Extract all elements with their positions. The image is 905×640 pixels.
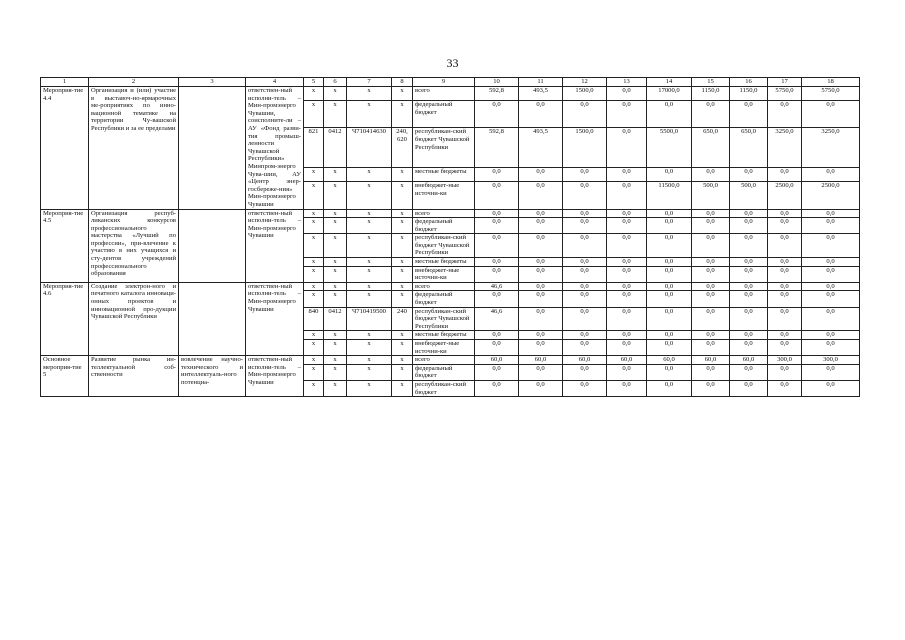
year-2023-cell: 0,0 [647,364,692,380]
funding-source-cell: федеральный бюджет [413,291,475,307]
section-code-cell: х [324,266,347,282]
expense-group-cell: 240, 620 [392,128,413,168]
year-2021-cell: 0,0 [563,218,607,234]
target-article-cell: х [347,218,392,234]
target-article-cell: х [347,340,392,356]
section-code-cell: х [324,258,347,267]
years-2026-2030-cell: 0,0 [768,282,802,291]
funding-source-cell: федеральный бюджет [413,218,475,234]
years-2026-2030-cell: 0,0 [768,168,802,182]
year-2019-cell: 0,0 [475,340,519,356]
year-2020-cell: 0,0 [519,182,563,209]
grbs-code-cell: х [304,340,324,356]
year-2022-cell: 0,0 [607,218,647,234]
measure-responsible: ответствен-ный исполни-тель – Мин-промэнерго Чувашии [246,356,304,397]
expense-group-cell: х [392,282,413,291]
funding-source-cell: федеральный бюджет [413,364,475,380]
years-2031-2035-cell: 0,0 [802,209,860,218]
year-2025-cell: 0,0 [730,258,768,267]
year-2019-cell: 46,6 [475,282,519,291]
year-2025-cell: 1150,0 [730,87,768,101]
expense-group-cell: х [392,380,413,396]
year-2023-cell: 60,0 [647,356,692,365]
table-row [41,209,860,218]
grbs-code-cell: х [304,101,324,128]
section-code-cell: х [324,182,347,209]
years-2031-2035-cell: 0,0 [802,282,860,291]
target-article-cell: х [347,209,392,218]
measure-responsible: ответствен-ный исполни-тель – Мин-промэнерго Чувашии, соисполните-ли – АУ «Фонд разви-тия промыш-ленности Чувашской Республики» Минпром-энерго Чува-шии, АУ «Центр энер-госбереже-ния» Мин-промэнерго Чувашии [246,87,304,210]
funding-source-cell: внебюджет-ные источни-ки [413,182,475,209]
expense-group-cell: х [392,340,413,356]
years-2031-2035-cell: 0,0 [802,218,860,234]
section-code-cell: х [324,380,347,396]
years-2026-2030-cell: 0,0 [768,234,802,258]
col-header: 17 [768,78,802,87]
year-2024-cell: 0,0 [692,258,730,267]
grbs-code-cell: 821 [304,128,324,168]
year-2021-cell: 1500,0 [563,128,607,168]
expense-group-cell: х [392,182,413,209]
col-header: 10 [475,78,519,87]
target-article-cell: х [347,258,392,267]
funding-source-cell: местные бюджеты [413,168,475,182]
funding-source-cell: всего [413,209,475,218]
grbs-code-cell: 840 [304,307,324,331]
expense-group-cell: х [392,168,413,182]
funding-source-cell: республикан-ский бюджет Чувашской Республики [413,307,475,331]
col-header: 15 [692,78,730,87]
target-article-cell: х [347,87,392,101]
year-2024-cell: 0,0 [692,364,730,380]
year-2023-cell: 17000,0 [647,87,692,101]
year-2021-cell: 0,0 [563,340,607,356]
section-code-cell: х [324,331,347,340]
grbs-code-cell: х [304,266,324,282]
year-2022-cell: 0,0 [607,266,647,282]
target-article-cell: х [347,266,392,282]
year-2020-cell: 0,0 [519,218,563,234]
year-2020-cell: 0,0 [519,282,563,291]
section-code-cell: х [324,291,347,307]
year-2025-cell: 0,0 [730,234,768,258]
year-2022-cell: 0,0 [607,331,647,340]
years-2026-2030-cell: 2500,0 [768,182,802,209]
year-2020-cell: 60,0 [519,356,563,365]
year-2019-cell: 0,0 [475,291,519,307]
year-2024-cell: 500,0 [692,182,730,209]
grbs-code-cell: х [304,380,324,396]
section-code-cell: х [324,101,347,128]
years-2026-2030-cell: 0,0 [768,307,802,331]
year-2022-cell: 0,0 [607,380,647,396]
year-2021-cell: 0,0 [563,331,607,340]
year-2020-cell: 493,5 [519,87,563,101]
col-header: 4 [246,78,304,87]
years-2026-2030-cell: 0,0 [768,218,802,234]
year-2025-cell: 0,0 [730,340,768,356]
col-header: 2 [89,78,179,87]
grbs-code-cell: х [304,218,324,234]
year-2019-cell: 0,0 [475,218,519,234]
year-2025-cell: 500,0 [730,182,768,209]
year-2025-cell: 0,0 [730,291,768,307]
grbs-code-cell: х [304,168,324,182]
funding-source-cell: федеральный бюджет [413,101,475,128]
years-2026-2030-cell: 0,0 [768,209,802,218]
year-2023-cell: 0,0 [647,307,692,331]
year-2021-cell: 0,0 [563,209,607,218]
col-header: 12 [563,78,607,87]
year-2023-cell: 0,0 [647,291,692,307]
expense-group-cell: х [392,101,413,128]
col-header: 6 [324,78,347,87]
years-2031-2035-cell: 0,0 [802,340,860,356]
year-2022-cell: 0,0 [607,234,647,258]
expense-group-cell: х [392,331,413,340]
year-2025-cell: 0,0 [730,218,768,234]
year-2021-cell: 0,0 [563,291,607,307]
years-2026-2030-cell: 0,0 [768,331,802,340]
page-number: 33 [446,56,459,70]
year-2020-cell: 0,0 [519,209,563,218]
year-2025-cell: 0,0 [730,266,768,282]
funding-source-cell: внебюджет-ные источни-ки [413,340,475,356]
year-2024-cell: 60,0 [692,356,730,365]
year-2021-cell: 0,0 [563,234,607,258]
year-2022-cell: 0,0 [607,364,647,380]
year-2020-cell: 0,0 [519,340,563,356]
target-article-cell: х [347,291,392,307]
years-2026-2030-cell: 3250,0 [768,128,802,168]
year-2023-cell: 0,0 [647,234,692,258]
target-article-cell: х [347,101,392,128]
target-article-cell: х [347,356,392,365]
years-2026-2030-cell: 5750,0 [768,87,802,101]
years-2026-2030-cell: 0,0 [768,340,802,356]
year-2023-cell: 5500,0 [647,128,692,168]
years-2026-2030-cell: 0,0 [768,364,802,380]
expense-group-cell: х [392,209,413,218]
year-2022-cell: 0,0 [607,209,647,218]
year-2023-cell: 0,0 [647,101,692,128]
col-header: 5 [304,78,324,87]
year-2019-cell: 0,0 [475,182,519,209]
year-2023-cell: 0,0 [647,266,692,282]
col-header: 16 [730,78,768,87]
year-2021-cell: 0,0 [563,101,607,128]
years-2026-2030-cell: 0,0 [768,266,802,282]
years-2031-2035-cell: 0,0 [802,291,860,307]
expense-group-cell: х [392,218,413,234]
years-2031-2035-cell: 0,0 [802,331,860,340]
year-2019-cell: 60,0 [475,356,519,365]
section-code-cell: х [324,234,347,258]
year-2025-cell: 0,0 [730,307,768,331]
year-2022-cell: 0,0 [607,258,647,267]
year-2024-cell: 0,0 [692,331,730,340]
grbs-code-cell: х [304,182,324,209]
year-2020-cell: 0,0 [519,307,563,331]
section-code-cell: х [324,218,347,234]
year-2025-cell: 0,0 [730,101,768,128]
expense-group-cell: х [392,258,413,267]
measure-responsible: ответствен-ный исполни-тель – Мин-промэнерго Чувашии [246,209,304,282]
year-2021-cell: 0,0 [563,307,607,331]
year-2019-cell: 0,0 [475,380,519,396]
grbs-code-cell: х [304,356,324,365]
target-article-cell: х [347,234,392,258]
grbs-code-cell: х [304,331,324,340]
year-2023-cell: 11500,0 [647,182,692,209]
section-code-cell: х [324,356,347,365]
expense-group-cell: х [392,87,413,101]
years-2031-2035-cell: 5750,0 [802,87,860,101]
funding-source-cell: республикан-ский бюджет Чувашской Республики [413,128,475,168]
year-2022-cell: 0,0 [607,291,647,307]
measure-name: Развитие рынка ин-теллектуальной соб-ственности [89,356,179,397]
target-article-cell: х [347,282,392,291]
section-code-cell: х [324,282,347,291]
year-2020-cell: 0,0 [519,364,563,380]
col-header: 9 [413,78,475,87]
year-2019-cell: 46,6 [475,307,519,331]
year-2019-cell: 0,0 [475,234,519,258]
col-header: 1 [41,78,89,87]
years-2031-2035-cell: 0,0 [802,101,860,128]
expense-group-cell: х [392,291,413,307]
funding-source-cell: республикан-ский бюджет Чувашской Республики [413,234,475,258]
year-2024-cell: 0,0 [692,218,730,234]
year-2025-cell: 0,0 [730,282,768,291]
year-2022-cell: 0,0 [607,101,647,128]
section-code-cell: 0412 [324,307,347,331]
year-2021-cell: 0,0 [563,380,607,396]
year-2024-cell: 0,0 [692,266,730,282]
measure-code: Мероприя-тие 4.4 [41,87,89,210]
years-2031-2035-cell: 0,0 [802,266,860,282]
grbs-code-cell: х [304,234,324,258]
years-2031-2035-cell: 0,0 [802,364,860,380]
target-article-cell: х [347,182,392,209]
year-2020-cell: 0,0 [519,234,563,258]
year-2023-cell: 0,0 [647,258,692,267]
measure-target [179,282,246,355]
year-2025-cell: 0,0 [730,380,768,396]
year-2024-cell: 1150,0 [692,87,730,101]
section-code-cell: 0412 [324,128,347,168]
years-2026-2030-cell: 300,0 [768,356,802,365]
year-2020-cell: 0,0 [519,266,563,282]
year-2024-cell: 0,0 [692,291,730,307]
measure-code: Мероприя-тие 4.6 [41,282,89,355]
year-2019-cell: 0,0 [475,101,519,128]
years-2031-2035-cell: 0,0 [802,307,860,331]
col-header: 7 [347,78,392,87]
year-2023-cell: 0,0 [647,209,692,218]
budget-table [40,77,860,397]
year-2021-cell: 60,0 [563,356,607,365]
year-2020-cell: 0,0 [519,168,563,182]
year-2020-cell: 0,0 [519,291,563,307]
year-2022-cell: 0,0 [607,307,647,331]
measure-target: вовлечение научно-технического и интеллектуаль-ного потенциа- [179,356,246,397]
table-body [41,78,860,397]
years-2031-2035-cell: 2500,0 [802,182,860,209]
measure-target [179,87,246,210]
year-2024-cell: 0,0 [692,307,730,331]
col-header: 18 [802,78,860,87]
grbs-code-cell: х [304,209,324,218]
grbs-code-cell: х [304,258,324,267]
year-2021-cell: 0,0 [563,364,607,380]
year-2025-cell: 0,0 [730,209,768,218]
expense-group-cell: х [392,234,413,258]
year-2021-cell: 0,0 [563,266,607,282]
funding-source-cell: республикан-ский бюджет [413,380,475,396]
funding-source-cell: местные бюджеты [413,331,475,340]
section-code-cell: х [324,209,347,218]
year-2023-cell: 0,0 [647,331,692,340]
target-article-cell: х [347,168,392,182]
year-2025-cell: 650,0 [730,128,768,168]
measure-target [179,209,246,282]
funding-source-cell: местные бюджеты [413,258,475,267]
year-2024-cell: 0,0 [692,168,730,182]
year-2024-cell: 0,0 [692,101,730,128]
year-2021-cell: 0,0 [563,182,607,209]
table-row [41,356,860,365]
col-header: 11 [519,78,563,87]
year-2022-cell: 0,0 [607,340,647,356]
year-2022-cell: 0,0 [607,282,647,291]
year-2022-cell: 0,0 [607,87,647,101]
years-2026-2030-cell: 0,0 [768,380,802,396]
measure-responsible: ответствен-ный исполни-тель – Мин-промэнерго Чувашии [246,282,304,355]
years-2031-2035-cell: 3250,0 [802,128,860,168]
year-2020-cell: 0,0 [519,101,563,128]
measure-name: Организация респуб-ликанских конкурсов профессионального мастерства «Лучший по профессии», при-влечение к участию в них учащихся и сту-дентов учреждений профессионального образования [89,209,179,282]
year-2024-cell: 0,0 [692,282,730,291]
year-2024-cell: 650,0 [692,128,730,168]
year-2020-cell: 0,0 [519,258,563,267]
measure-code: Основное мероприя-тие 5 [41,356,89,397]
grbs-code-cell: х [304,282,324,291]
year-2025-cell: 60,0 [730,356,768,365]
year-2023-cell: 0,0 [647,340,692,356]
measure-name: Организация и (или) участие в выставоч-но-ярмарочных ме-роприятиях по инно-вационной тематике на территории Чу-вашской Республики и за ее пределами [89,87,179,210]
years-2026-2030-cell: 0,0 [768,291,802,307]
years-2031-2035-cell: 0,0 [802,168,860,182]
col-header: 13 [607,78,647,87]
header-row [41,78,860,87]
year-2019-cell: 0,0 [475,266,519,282]
year-2021-cell: 0,0 [563,282,607,291]
year-2019-cell: 0,0 [475,258,519,267]
year-2025-cell: 0,0 [730,364,768,380]
year-2025-cell: 0,0 [730,331,768,340]
grbs-code-cell: х [304,87,324,101]
year-2021-cell: 0,0 [563,258,607,267]
year-2019-cell: 592,8 [475,87,519,101]
target-article-cell: Ч710419500 [347,307,392,331]
year-2022-cell: 0,0 [607,182,647,209]
year-2020-cell: 0,0 [519,331,563,340]
years-2031-2035-cell: 0,0 [802,258,860,267]
section-code-cell: х [324,340,347,356]
target-article-cell: х [347,331,392,340]
year-2020-cell: 0,0 [519,380,563,396]
year-2020-cell: 493,5 [519,128,563,168]
year-2019-cell: 0,0 [475,168,519,182]
year-2019-cell: 0,0 [475,331,519,340]
year-2025-cell: 0,0 [730,168,768,182]
year-2022-cell: 0,0 [607,128,647,168]
col-header: 8 [392,78,413,87]
expense-group-cell: х [392,356,413,365]
years-2026-2030-cell: 0,0 [768,258,802,267]
expense-group-cell: 240 [392,307,413,331]
years-2026-2030-cell: 0,0 [768,101,802,128]
year-2023-cell: 0,0 [647,380,692,396]
grbs-code-cell: х [304,291,324,307]
year-2022-cell: 60,0 [607,356,647,365]
years-2031-2035-cell: 0,0 [802,380,860,396]
years-2031-2035-cell: 300,0 [802,356,860,365]
year-2023-cell: 0,0 [647,218,692,234]
year-2024-cell: 0,0 [692,340,730,356]
section-code-cell: х [324,87,347,101]
year-2023-cell: 0,0 [647,282,692,291]
year-2021-cell: 0,0 [563,168,607,182]
measure-name: Создание электрон-ного и печатного каталога инноваци-онных проектов и инновационной про-дукции Чувашской Республики [89,282,179,355]
year-2024-cell: 0,0 [692,234,730,258]
years-2031-2035-cell: 0,0 [802,234,860,258]
table-row [41,282,860,291]
year-2023-cell: 0,0 [647,168,692,182]
grbs-code-cell: х [304,364,324,380]
year-2024-cell: 0,0 [692,209,730,218]
section-code-cell: х [324,364,347,380]
col-header: 3 [179,78,246,87]
col-header: 14 [647,78,692,87]
year-2019-cell: 0,0 [475,364,519,380]
year-2019-cell: 592,8 [475,128,519,168]
section-code-cell: х [324,168,347,182]
funding-source-cell: всего [413,282,475,291]
table-row [41,87,860,101]
funding-source-cell: всего [413,356,475,365]
expense-group-cell: х [392,364,413,380]
target-article-cell: Ч710414630 [347,128,392,168]
target-article-cell: х [347,364,392,380]
target-article-cell: х [347,380,392,396]
funding-source-cell: внебюджет-ные источни-ки [413,266,475,282]
year-2022-cell: 0,0 [607,168,647,182]
measure-code: Мероприя-тие 4.5 [41,209,89,282]
funding-source-cell: всего [413,87,475,101]
year-2024-cell: 0,0 [692,380,730,396]
year-2021-cell: 1500,0 [563,87,607,101]
year-2019-cell: 0,0 [475,209,519,218]
expense-group-cell: х [392,266,413,282]
